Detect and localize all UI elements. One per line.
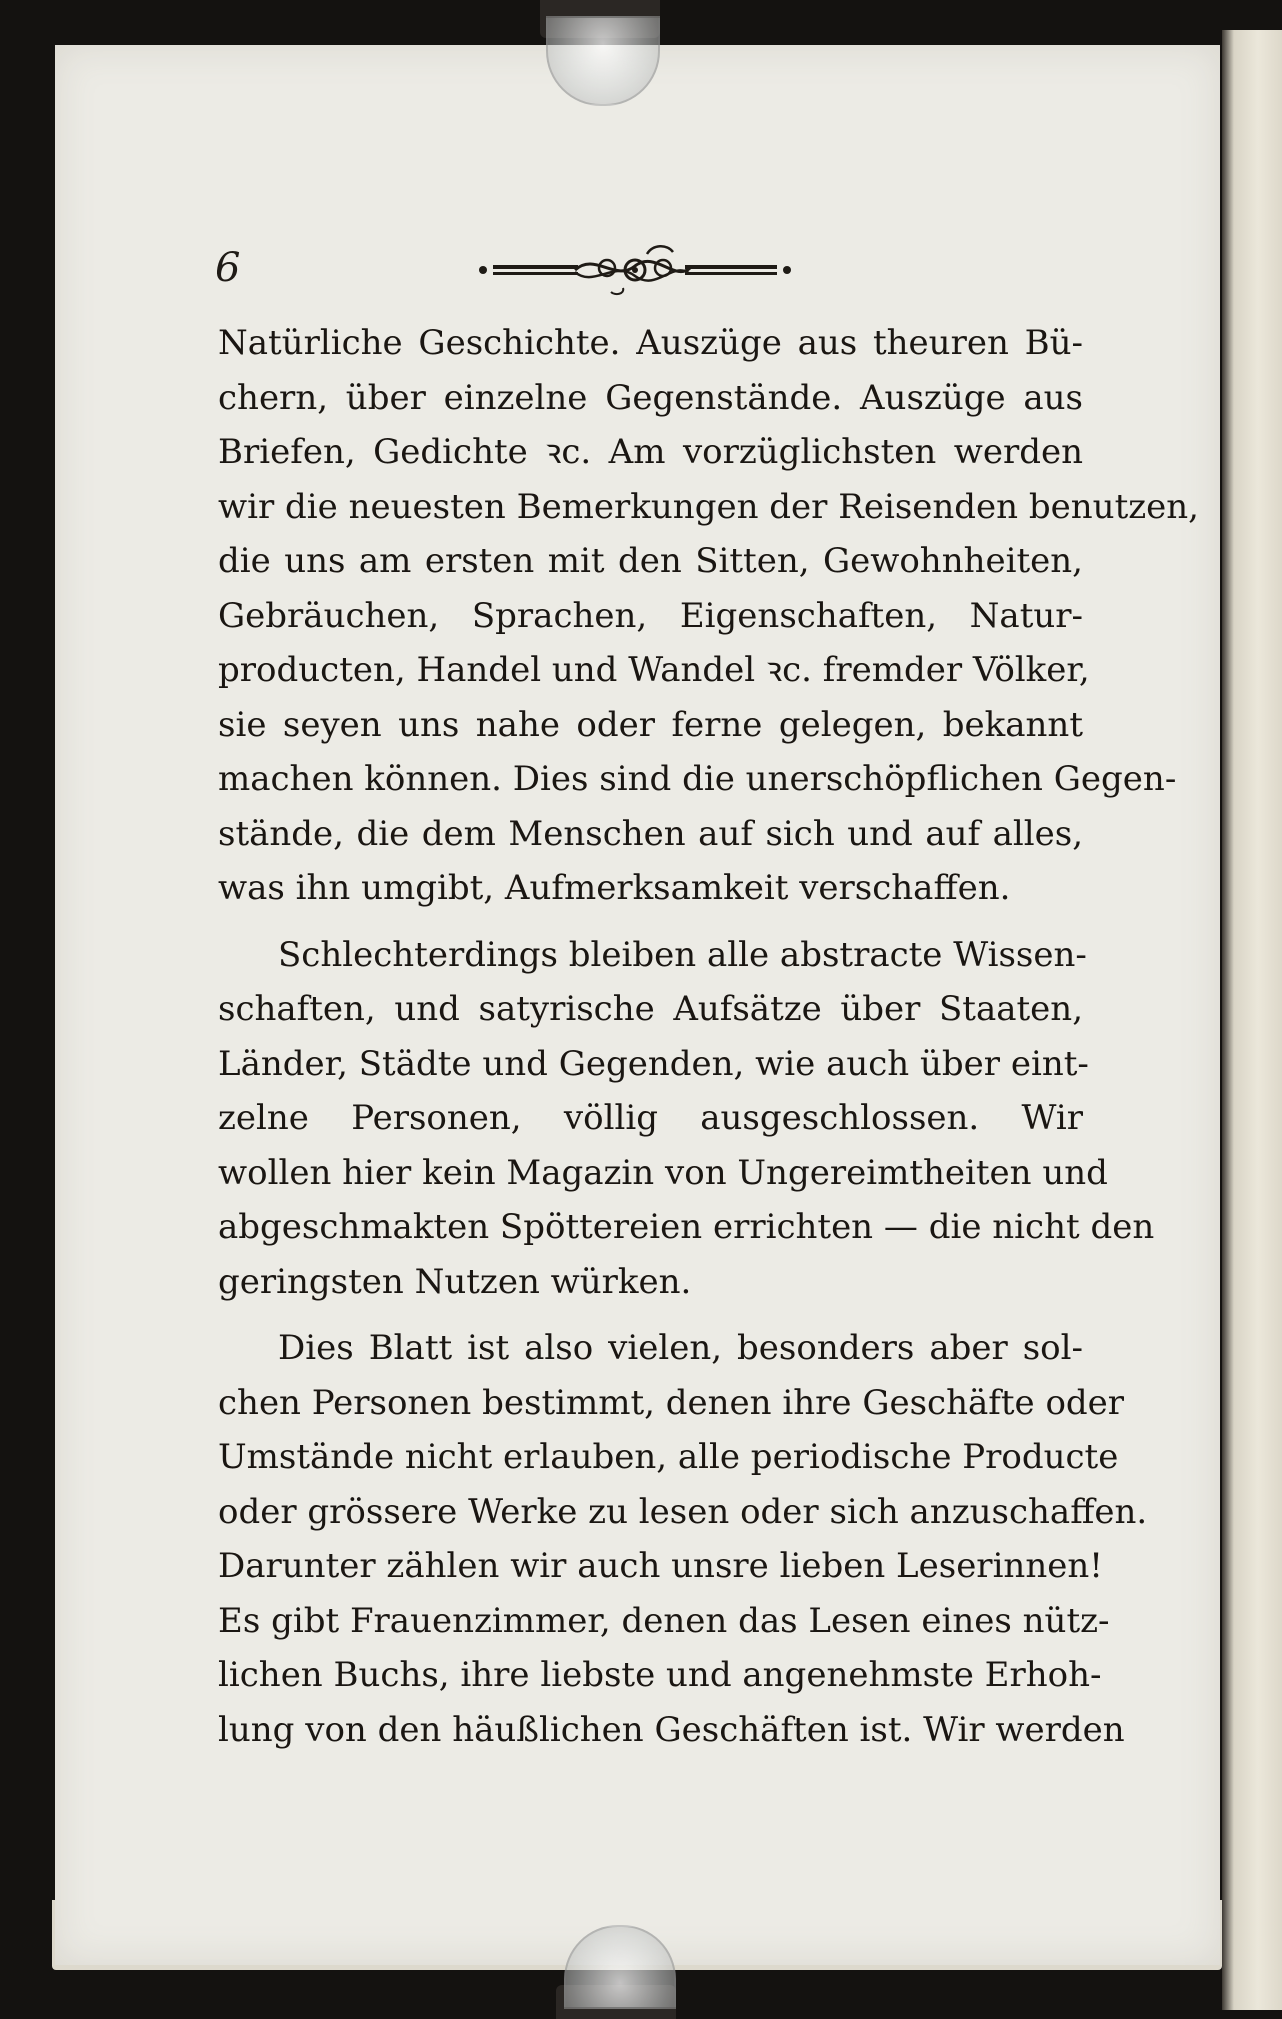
text-line: was ihn umgibt, Aufmerksamkeit verschaffen. <box>218 868 1011 908</box>
text-line: sie seyen uns nahe oder ferne gelegen, bekannt <box>218 704 1083 745</box>
text-line: stände, die dem Menschen auf sich und auf alles, <box>218 813 1083 854</box>
page-number: 6 <box>215 245 241 291</box>
text-line: Dies Blatt ist also vielen, besonders aber sol- <box>278 1328 1083 1368</box>
text-line: lung von den häußlichen Geschäften ist. Wir werden <box>218 1709 1125 1750</box>
text-line: lichen Buchs, ihre liebste und angenehmste Erhoh- <box>218 1655 1102 1695</box>
text-line: Es gibt Frauenzimmer, denen das Lesen eines nütz- <box>218 1600 1110 1641</box>
floral-ornament-icon <box>475 238 795 300</box>
paragraph-gap <box>218 1309 1083 1321</box>
text-line: Länder, Städte und Gegenden, wie auch über eint- <box>218 1043 1089 1084</box>
paragraph <box>218 928 1155 1310</box>
text-line: machen können. Dies sind die unerschöpflichen Gegen- <box>218 759 1177 799</box>
text-line: Darunter zählen wir auch unsre lieben Leserinnen! <box>218 1546 1103 1586</box>
text-line: oder grössere Werke zu lesen oder sich anzuschaffen. <box>218 1491 1148 1532</box>
text-line: wollen hier kein Magazin von Ungereimtheiten und <box>218 1152 1108 1193</box>
text-line: wir die neuesten Bemerkungen der Reisenden benutzen, <box>218 486 1199 527</box>
text-line: Umstände nicht erlauben, alle periodische Producte <box>218 1437 1119 1477</box>
paragraph <box>218 1321 1148 1757</box>
adjacent-page-edge <box>1222 30 1282 2010</box>
paragraph <box>218 316 1199 916</box>
text-line: die uns am ersten mit den Sitten, Gewohnheiten, <box>218 541 1083 581</box>
text-line: chen Personen bestimmt, denen ihre Geschäfte oder <box>218 1382 1125 1423</box>
paragraph-gap <box>218 916 1083 928</box>
body-text <box>218 316 1199 1757</box>
text-line: chern, über einzelne Gegenstände. Auszüge aus <box>218 377 1083 418</box>
text-line: zelne Personen, völlig ausgeschlossen. Wir <box>218 1098 1083 1138</box>
text-line: geringsten Nutzen würken. <box>218 1261 692 1302</box>
text-line: Gebräuchen, Sprachen, Eigenschaften, Natur- <box>218 595 1083 636</box>
text-line: abgeschmakten Spöttereien errichten — die nicht den <box>218 1207 1155 1247</box>
text-line: Briefen, Gedichte ꝛc. Am vorzüglichsten werden <box>218 432 1083 472</box>
text-line: Schlechterdings bleiben alle abstracte Wissen- <box>278 934 1087 975</box>
text-line: schaften, und satyrische Aufsätze über Staaten, <box>218 989 1083 1029</box>
text-line: Natürliche Geschichte. Auszüge aus theuren Bü- <box>218 323 1083 363</box>
text-line: producten, Handel und Wandel ꝛc. fremder Völker, <box>218 650 1090 690</box>
